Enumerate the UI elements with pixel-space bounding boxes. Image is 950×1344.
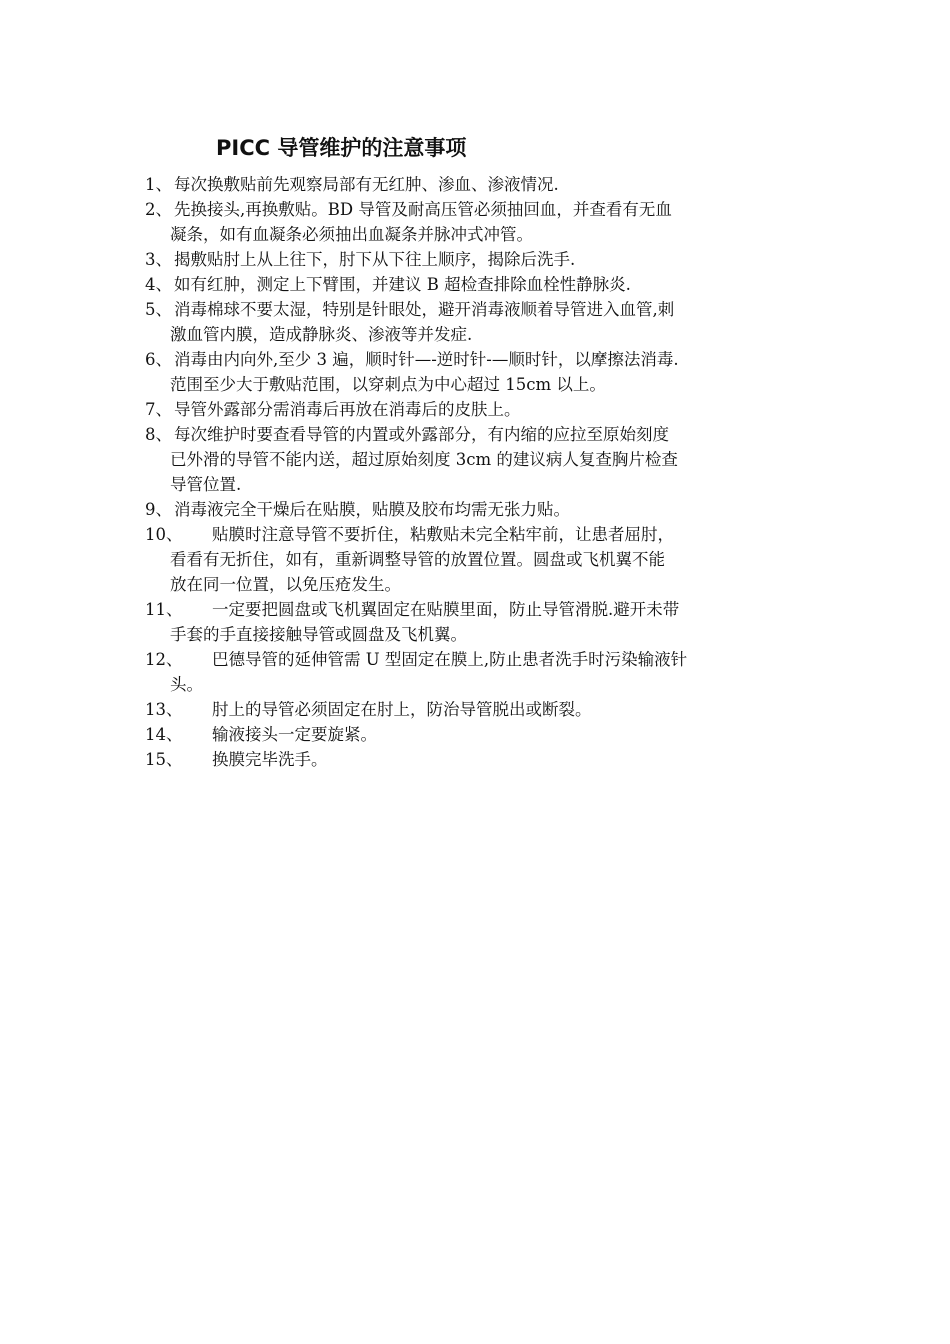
- list-item: [145, 297, 815, 347]
- list-item-text: 手套的手直接接触导管或圆盘及飞机翼。: [170, 625, 467, 644]
- list-item: [145, 247, 815, 272]
- list-item: [145, 747, 815, 772]
- list-item-text: 范围至少大于敷贴范围，以穿刺点为中心超过 15cm 以上。: [170, 375, 606, 394]
- list-item-text: 输液接头一定要旋紧。: [212, 725, 377, 744]
- numbered-list: [145, 172, 815, 772]
- list-item-text: 先换接头,再换敷贴。BD 导管及耐高压管必须抽回血，并查看有无血: [174, 200, 672, 219]
- list-item-text: 导管位置.: [170, 475, 242, 494]
- list-item-text: 每次换敷贴前先观察局部有无红肿、渗血、渗液情况.: [174, 175, 559, 194]
- list-item-text: 放在同一位置，以免压疮发生。: [170, 575, 401, 594]
- list-item: [145, 272, 815, 297]
- list-item-text: 凝条，如有血凝条必须抽出血凝条并脉冲式冲管。: [170, 225, 533, 244]
- list-item-text: 揭敷贴肘上从上往下，肘下从下往上顺序，揭除后洗手.: [174, 250, 576, 269]
- list-item-number: 10、: [145, 525, 183, 544]
- list-item-text: 消毒棉球不要太湿，特别是针眼处，避开消毒液顺着导管进入血管,刺: [174, 300, 675, 319]
- list-item-number: 1、: [145, 175, 172, 194]
- list-item-number: 3、: [145, 250, 172, 269]
- list-item-number: 15、: [145, 750, 183, 769]
- list-item-text: 消毒液完全干燥后在贴膜，贴膜及胶布均需无张力贴。: [174, 500, 570, 519]
- list-item-number: 14、: [145, 725, 183, 744]
- document-title: PICC 导管维护的注意事项: [216, 136, 467, 160]
- list-item-number: 11、: [145, 600, 183, 619]
- list-item-text: 肘上的导管必须固定在肘上，防治导管脱出或断裂。: [212, 700, 592, 719]
- list-item-number: 4、: [145, 275, 172, 294]
- list-item: [145, 172, 815, 197]
- list-item-text: 每次维护时要查看导管的内置或外露部分，有内缩的应拉至原始刻度: [174, 425, 669, 444]
- list-item-text: 导管外露部分需消毒后再放在消毒后的皮肤上。: [174, 400, 521, 419]
- list-item-text: 激血管内膜，造成静脉炎、渗液等并发症.: [170, 325, 473, 344]
- list-item-text: 消毒由内向外,至少 3 遍，顺时针—-逆时针-—顺时针，以摩擦法消毒.: [174, 350, 679, 369]
- list-item-number: 8、: [145, 425, 172, 444]
- list-item: [145, 722, 815, 747]
- list-item: [145, 422, 815, 497]
- list-item-number: 2、: [145, 200, 172, 219]
- list-item-number: 12、: [145, 650, 183, 669]
- list-item-text: 看看有无折住，如有，重新调整导管的放置位置。圆盘或飞机翼不能: [170, 550, 665, 569]
- list-item-number: 7、: [145, 400, 172, 419]
- list-item: [145, 397, 815, 422]
- list-item-text: 如有红肿，测定上下臂围，并建议 B 超检查排除血栓性静脉炎.: [174, 275, 631, 294]
- list-item: [145, 497, 815, 522]
- list-item: [145, 522, 815, 597]
- list-item-number: 6、: [145, 350, 172, 369]
- list-item: [145, 697, 815, 722]
- list-item-text: 贴膜时注意导管不要折住，粘敷贴未完全粘牢前，让患者屈肘，: [212, 525, 674, 544]
- list-item: [145, 347, 815, 397]
- list-item-number: 5、: [145, 300, 172, 319]
- list-item-number: 9、: [145, 500, 172, 519]
- list-item-text: 换膜完毕洗手。: [212, 750, 328, 769]
- list-item: [145, 197, 815, 247]
- list-item: [145, 597, 815, 647]
- list-item-text: 巴德导管的延伸管需 U 型固定在膜上,防止患者洗手时污染输液针: [212, 650, 688, 669]
- list-item-text: 头。: [170, 675, 203, 694]
- list-item: [145, 647, 815, 697]
- list-item-text: 一定要把圆盘或飞机翼固定在贴膜里面，防止导管滑脱.避开未带: [212, 600, 680, 619]
- list-item-number: 13、: [145, 700, 183, 719]
- list-item-text: 已外滑的导管不能内送，超过原始刻度 3cm 的建议病人复查胸片检查: [170, 450, 678, 469]
